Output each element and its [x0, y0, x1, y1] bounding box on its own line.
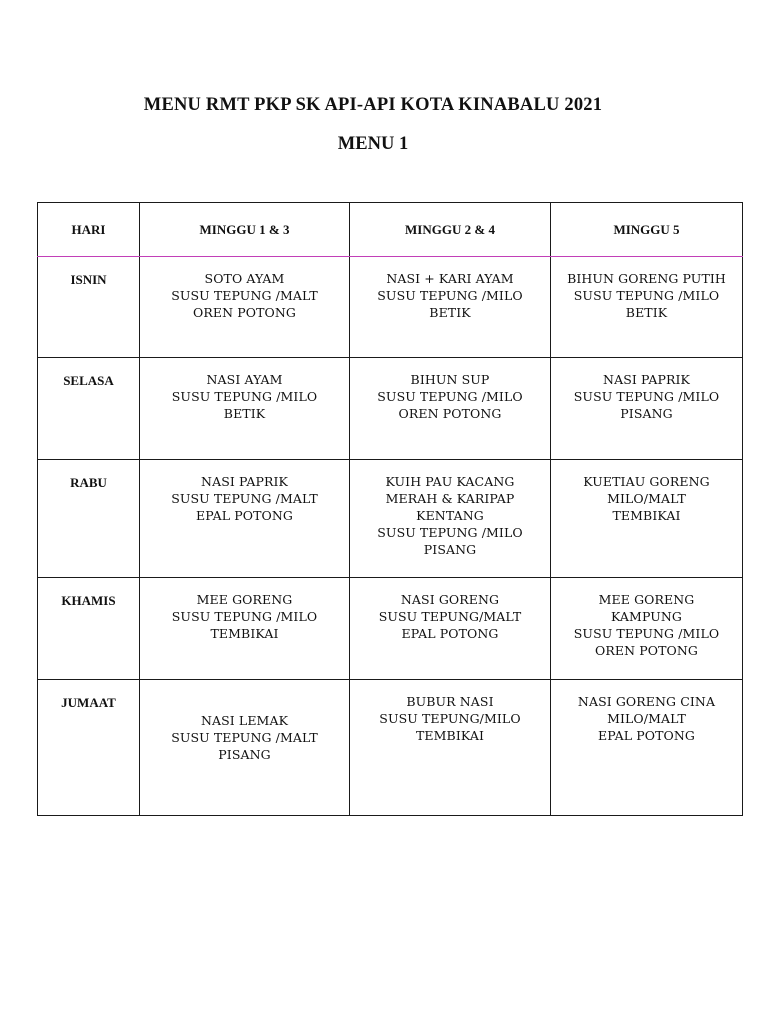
menu-line: TEMBIKAI	[612, 508, 681, 523]
menu-line: NASI GORENG CINA	[577, 694, 716, 709]
document-subtitle: MENU 1	[337, 134, 409, 154]
menu-cell	[551, 257, 743, 358]
menu-line: MERAH & KARIPAP	[385, 491, 515, 506]
menu-line: NASI PAPRIK	[201, 474, 288, 489]
menu-line: SUSU TEPUNG /MILO	[171, 389, 318, 404]
menu-line: NASI GORENG	[400, 592, 500, 607]
menu-line: OREN POTONG	[398, 406, 502, 421]
menu-cell	[140, 257, 350, 358]
menu-line: EPAL POTONG	[598, 728, 695, 743]
menu-line: PISANG	[620, 406, 673, 421]
table-row	[38, 578, 743, 680]
menu-line: SUSU TEPUNG /MALT	[171, 288, 318, 303]
menu-line: SUSU TEPUNG/MILO	[379, 711, 521, 726]
menu-line: SUSU TEPUNG /MILO	[377, 389, 523, 404]
menu-cell	[140, 680, 350, 816]
menu-line: KAMPUNG	[610, 609, 682, 624]
menu-line: KENTANG	[416, 508, 484, 523]
header-row	[38, 203, 743, 257]
menu-line: SUSU TEPUNG /MALT	[171, 730, 318, 745]
menu-line: PISANG	[218, 747, 271, 762]
menu-line: OREN POTONG	[193, 305, 296, 320]
menu-table-body	[38, 257, 743, 816]
menu-cell	[551, 358, 743, 460]
menu-line: MEE GORENG	[598, 592, 695, 607]
table-row	[38, 257, 743, 358]
menu-line: TEMBIKAI	[210, 626, 279, 641]
day-label: SELASA	[38, 358, 140, 460]
menu-line: SUSU TEPUNG /MILO	[573, 288, 720, 303]
document-title: MENU RMT PKP SK API-API KOTA KINABALU 2021	[143, 95, 603, 115]
day-label: ISNIN	[38, 257, 140, 358]
menu-line: KUETIAU GORENG	[583, 474, 710, 489]
menu-line: SUSU TEPUNG /MILO	[573, 389, 720, 404]
menu-line: BUBUR NASI	[406, 694, 494, 709]
menu-line: NASI + KARI AYAM	[386, 271, 514, 286]
day-label: KHAMIS	[38, 578, 140, 680]
menu-line: SUSU TEPUNG /MILO	[573, 626, 720, 641]
menu-cell	[350, 680, 551, 816]
menu-line: BETIK	[429, 305, 471, 320]
menu-cell	[140, 358, 350, 460]
menu-line: BETIK	[625, 305, 668, 320]
menu-line: SUSU TEPUNG /MALT	[171, 491, 318, 506]
table-row	[38, 358, 743, 460]
menu-cell	[350, 257, 551, 358]
menu-line: KUIH PAU KACANG	[385, 474, 515, 489]
menu-cell	[551, 680, 743, 816]
menu-line: BIHUN GORENG PUTIH	[567, 271, 726, 286]
menu-line: MILO/MALT	[607, 711, 686, 726]
menu-line: BIHUN SUP	[410, 372, 490, 387]
menu-line: SUSU TEPUNG/MALT	[378, 609, 522, 624]
day-label: JUMAAT	[38, 680, 140, 816]
menu-line: MEE GORENG	[196, 592, 293, 607]
menu-cell	[140, 578, 350, 680]
menu-line: TEMBIKAI	[416, 728, 484, 743]
header-minggu-1-3: MINGGU 1 & 3	[140, 203, 350, 257]
menu-line: NASI LEMAK	[200, 713, 289, 728]
menu-cell	[551, 578, 743, 680]
menu-line: OREN POTONG	[595, 643, 698, 658]
menu-line: SUSU TEPUNG /MILO	[171, 609, 318, 624]
menu-line: SOTO AYAM	[204, 271, 285, 286]
menu-line: NASI AYAM	[206, 372, 283, 387]
menu-line: PISANG	[423, 542, 477, 557]
menu-line: SUSU TEPUNG /MILO	[377, 288, 523, 303]
header-minggu-5: MINGGU 5	[551, 203, 743, 257]
header-hari: HARI	[38, 203, 140, 257]
menu-cell	[350, 460, 551, 578]
menu-line: EPAL POTONG	[196, 508, 293, 523]
menu-line: EPAL POTONG	[401, 626, 499, 641]
table-row	[38, 460, 743, 578]
menu-line: SUSU TEPUNG /MILO	[377, 525, 523, 540]
menu-cell	[140, 460, 350, 578]
menu-line: NASI PAPRIK	[603, 372, 690, 387]
menu-line: BETIK	[223, 406, 266, 421]
day-label: RABU	[38, 460, 140, 578]
table-row	[38, 680, 743, 816]
menu-cell	[551, 460, 743, 578]
menu-line: MILO/MALT	[607, 491, 686, 506]
menu-cell	[350, 578, 551, 680]
menu-cell	[350, 358, 551, 460]
menu-table	[37, 202, 743, 816]
header-minggu-2-4: MINGGU 2 & 4	[350, 203, 551, 257]
